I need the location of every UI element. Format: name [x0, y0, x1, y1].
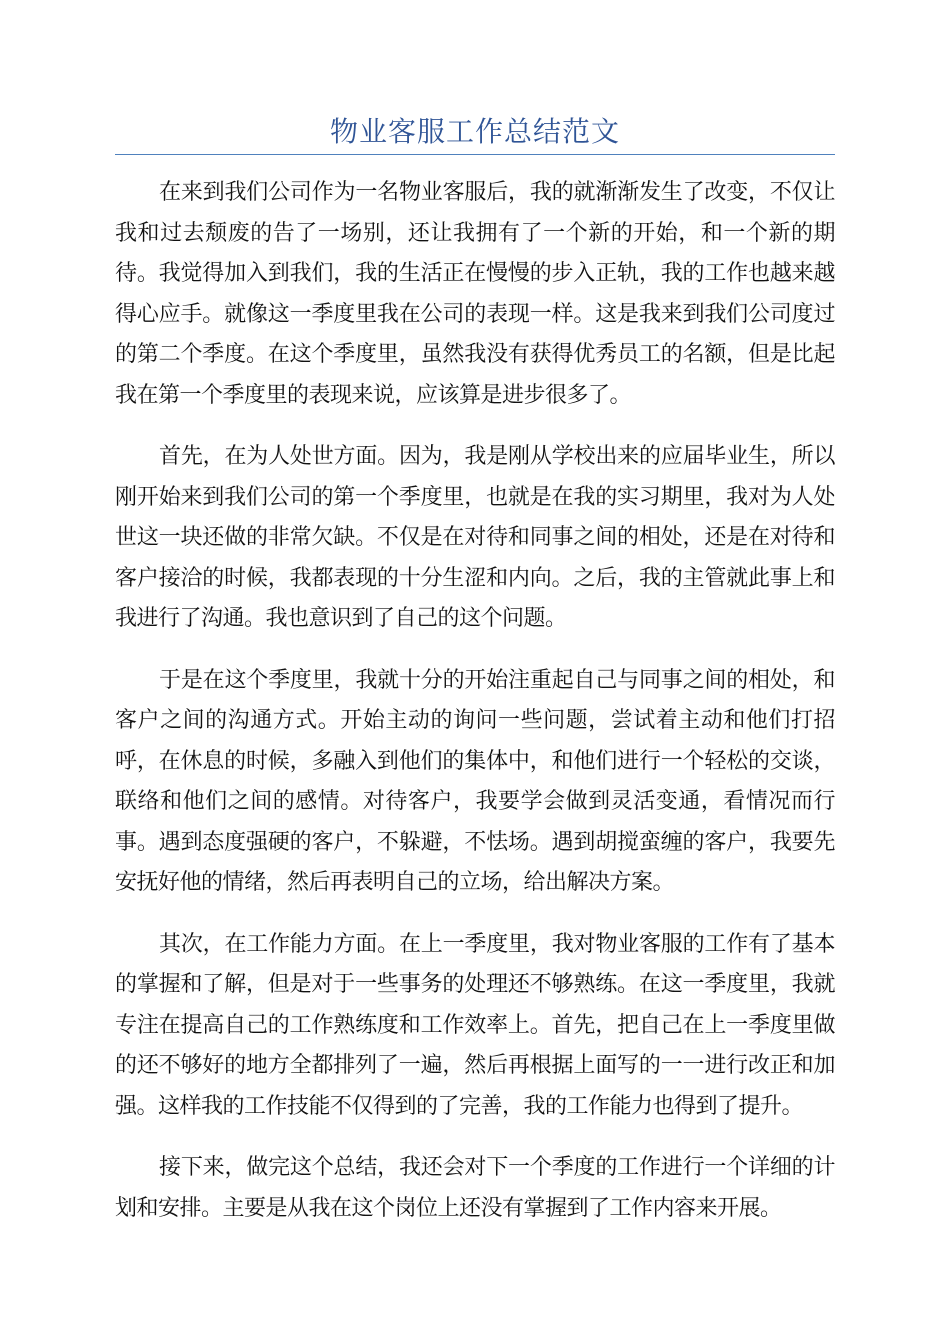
paragraph-work-ability: 其次，在工作能力方面。在上一季度里，我对物业客服的工作有了基本的掌握和了解，但是对于一些事务的处理还不够熟练。在这一季度里，我就专注在提高自己的工作熟练度和工作效率上。首先，把自己在上一季度里做的还不够好的地方全都排列了一遍，然后再根据上面写的一一进行改正和加强。这样我的工作技能不仅得到的了完善，我的工作能力也得到了提升。 — [115, 931, 835, 1119]
paragraph-improvement: 于是在这个季度里，我就十分的开始注重起自己与同事之间的相处，和客户之间的沟通方式。开始主动的询问一些问题，尝试着主动和他们打招呼，在休息的时候，多融入到他们的集体中，和他们进行一个轻松的交谈，联络和他们之间的感情。对待客户，我要学会做到灵活变通，看情况而行事。遇到态度强硬的客户，不躲避，不怯场。遇到胡搅蛮缠的客户，我要先安抚好他的情绪，然后再表明自己的立场，给出解决方案。 — [115, 667, 835, 895]
document-title: 物业客服工作总结范文 — [329, 115, 620, 148]
title-underline — [115, 154, 835, 155]
paragraph-intro: 在来到我们公司作为一名物业客服后，我的就渐渐发生了改变，不仅让我和过去颓废的告了一场别，还让我拥有了一个新的开始，和一个新的期待。我觉得加入到我们，我的生活正在慢慢的步入正轨，我的工作也越来越得心应手。就像这一季度里我在公司的表现一样。这是我来到我们公司度过的第二个季度。在这个季度里，虽然我没有获得优秀员工的名额，但是比起我在第一个季度里的表现来说，应该算是进步很多了。 — [115, 180, 835, 408]
paragraph-next-steps: 接下来，做完这个总结，我还会对下一个季度的工作进行一个详细的计划和安排。主要是从我在这个岗位上还没有掌握到了工作内容来开展。 — [115, 1155, 835, 1221]
paragraph-interpersonal: 首先，在为人处世方面。因为，我是刚从学校出来的应届毕业生，所以刚开始来到我们公司的第一个季度里，也就是在我的实习期里，我对为人处世这一块还做的非常欠缺。不仅是在对待和同事之间的相处，还是在对待和客户接洽的时候，我都表现的十分生涩和内向。之后，我的主管就此事上和我进行了沟通。我也意识到了自己的这个问题。 — [115, 444, 835, 631]
document-body — [115, 173, 835, 1250]
